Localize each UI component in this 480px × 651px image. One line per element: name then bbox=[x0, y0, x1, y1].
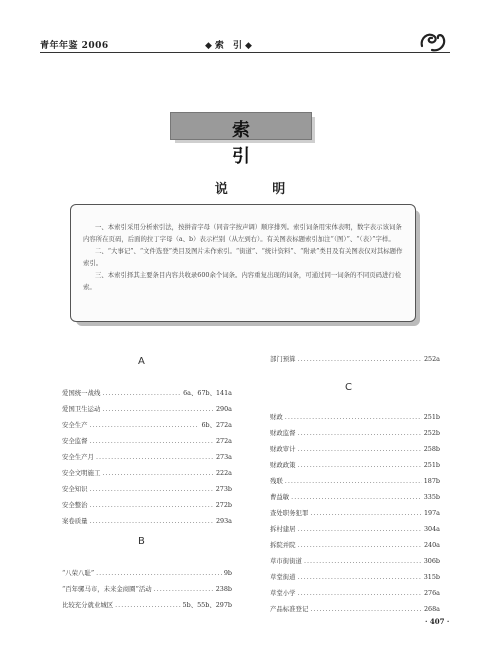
entry-term: 财政政策 bbox=[270, 461, 296, 469]
entry-term: 爱国卫生运动 bbox=[62, 405, 101, 413]
note-3: 三、本索引择其主要条目内容共收录600余个词条。内容重复出现的词条，可通过同一词条的不同页码进行检索。 bbox=[83, 271, 402, 291]
index-entry bbox=[62, 388, 232, 397]
entry-page: 272b bbox=[215, 501, 232, 509]
index-entry bbox=[270, 604, 440, 613]
header-rule bbox=[40, 52, 450, 53]
entry-term: 曹益敏 bbox=[270, 493, 290, 501]
index-entry bbox=[62, 600, 232, 609]
notes-box bbox=[70, 204, 416, 322]
entry-page: 335b bbox=[423, 493, 440, 501]
entry-term: “八荣八耻” bbox=[62, 569, 95, 577]
page-number: · 407 · bbox=[425, 617, 450, 626]
index-entry bbox=[62, 584, 232, 593]
entry-page: 252a bbox=[423, 355, 440, 363]
entry-term: 案卷质量 bbox=[62, 517, 88, 525]
entry-term: 安全文明施工 bbox=[62, 469, 101, 477]
entry-page: 276a bbox=[423, 589, 440, 597]
subtitle: 说 明 bbox=[214, 182, 306, 197]
index-entry bbox=[270, 428, 440, 437]
index-entry bbox=[62, 468, 232, 477]
entry-page: 6b、272a bbox=[201, 421, 232, 429]
index-entry bbox=[270, 572, 440, 581]
entry-term: 比较充分就业城区 bbox=[62, 601, 114, 609]
index-entry bbox=[270, 540, 440, 549]
entry-term: “百年骡马市，未来金商圈”活动 bbox=[62, 585, 152, 593]
swirl-logo-icon bbox=[418, 28, 448, 54]
index-entry bbox=[270, 556, 440, 565]
index-entry bbox=[62, 404, 232, 413]
entry-term: 安全生产月 bbox=[62, 453, 94, 461]
title-band bbox=[170, 112, 312, 167]
entry-page: 290a bbox=[215, 405, 232, 413]
entry-term: 安全知识 bbox=[62, 485, 88, 493]
entry-term: 草市街街道 bbox=[270, 557, 302, 565]
entry-term: 安全监督 bbox=[62, 437, 88, 445]
entry-page: 5b、55b、297b bbox=[182, 601, 232, 609]
entry-page: 315b bbox=[423, 573, 440, 581]
entry-page: 258b bbox=[423, 445, 440, 453]
section-letter-a: A bbox=[138, 356, 145, 367]
index-entry bbox=[62, 452, 232, 461]
note-2: 二、“大事记”、“文件选登”类目及图片未作索引。“街道”、“统计资料”、“附录”类目及有关图表仅对其标题作索引。 bbox=[83, 247, 403, 267]
entry-term: 拆村建居 bbox=[270, 525, 296, 533]
section-letter-b: B bbox=[138, 536, 145, 547]
entry-page: 240a bbox=[423, 541, 440, 549]
index-entry bbox=[270, 412, 440, 421]
entry-page: 272a bbox=[215, 437, 232, 445]
entry-page: 9b bbox=[223, 569, 232, 577]
index-entry bbox=[62, 420, 232, 429]
entry-page: 273a bbox=[215, 453, 232, 461]
entry-page: 306b bbox=[423, 557, 440, 565]
entry-page: 6a、67b、141a bbox=[183, 389, 232, 397]
entry-term: 爱国统一战线 bbox=[62, 389, 101, 397]
entry-term: 查处职务犯罪 bbox=[270, 509, 309, 517]
entry-term: 财政 bbox=[270, 413, 283, 421]
section-letter-c: C bbox=[345, 382, 352, 393]
index-entry bbox=[270, 492, 440, 501]
entry-term: 草堂街道 bbox=[270, 573, 296, 581]
entry-term: 草堂小学 bbox=[270, 589, 296, 597]
index-entry bbox=[270, 354, 440, 363]
entry-page: 238b bbox=[215, 585, 232, 593]
index-entry bbox=[270, 588, 440, 597]
entry-term: 财政监督 bbox=[270, 429, 296, 437]
entry-term: 部门预算 bbox=[270, 355, 296, 363]
entry-term: 安全生产 bbox=[62, 421, 88, 429]
entry-page: 222a bbox=[215, 469, 232, 477]
entry-term: 残联 bbox=[270, 477, 283, 485]
header-book-title: 青年年鉴 2006 bbox=[40, 41, 109, 51]
entry-term: 财政审计 bbox=[270, 445, 296, 453]
index-entry bbox=[62, 568, 232, 577]
index-entry bbox=[270, 476, 440, 485]
entry-term: 安全整治 bbox=[62, 501, 88, 509]
entry-page: 268a bbox=[423, 605, 440, 613]
index-entry bbox=[270, 460, 440, 469]
index-entry bbox=[270, 508, 440, 517]
entry-page: 197a bbox=[423, 509, 440, 517]
entry-page: 251b bbox=[423, 461, 440, 469]
entry-page: 187b bbox=[423, 477, 440, 485]
index-entry bbox=[62, 516, 232, 525]
entry-page: 293a bbox=[215, 517, 232, 525]
page-title: 索 引 bbox=[232, 120, 296, 167]
entry-page: 304a bbox=[423, 525, 440, 533]
entry-page: 273b bbox=[215, 485, 232, 493]
header-section-label: ◆索 引◆ bbox=[205, 41, 255, 51]
entry-term: 产品标准登记 bbox=[270, 605, 309, 613]
entry-page: 252b bbox=[423, 429, 440, 437]
entry-term: 拆院并院 bbox=[270, 541, 296, 549]
entry-page: 251b bbox=[423, 413, 440, 421]
index-entry bbox=[270, 524, 440, 533]
index-entry bbox=[62, 484, 232, 493]
index-entry bbox=[62, 500, 232, 509]
note-1: 一、本索引采用分析索引法，按拼音字母（同音字按声调）顺序排列。索引词条用宋体表明，数字表示该词条内容所在页码，后面的拉丁字母（a、b）表示栏别（从左到右）。有关图表标题索引加注“（图）”、“（表）”字样。 bbox=[83, 223, 402, 243]
index-entry bbox=[62, 436, 232, 445]
index-entry bbox=[270, 444, 440, 453]
